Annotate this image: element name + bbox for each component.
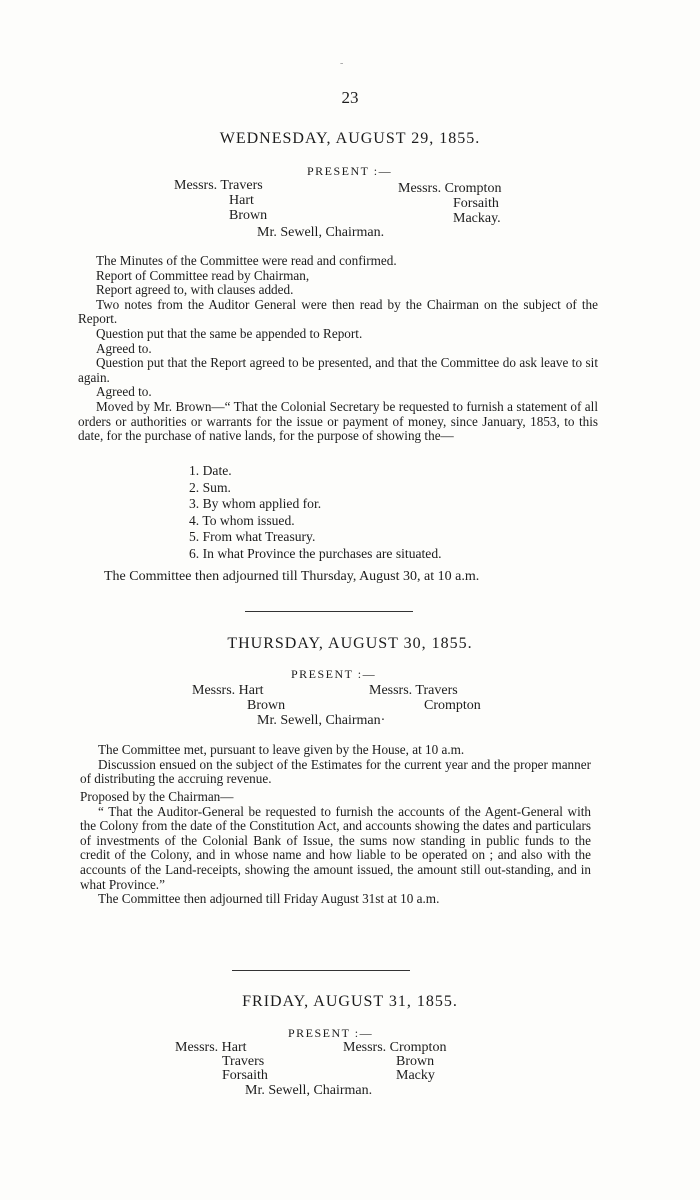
thursday-member-left-2: Brown — [247, 698, 286, 713]
wednesday-date-heading: WEDNESDAY, AUGUST 29, 1855. — [219, 130, 481, 147]
section-divider — [232, 970, 410, 971]
thursday-member-left-1: Messrs. Hart — [192, 683, 264, 698]
motion-brown: Moved by Mr. Brown—“ That the Colonial Secretary be requested to furnish a statement of all orders or authorities or warrants for the issue or payment of money, since January, 1853, to this date, for the purchase of native lands, for the purpose of showing the— — [78, 398, 598, 444]
purpose-item: 4. To whom issued. — [189, 512, 295, 528]
thursday-adjourn: The Committee then adjourned till Friday August 31st at 10 a.m. — [98, 891, 440, 907]
agreed-2: Agreed to. — [96, 384, 152, 400]
purpose-item: 3. By whom applied for. — [189, 496, 322, 511]
minutes-line-3: Report agreed to, with clauses added. — [96, 282, 294, 298]
thursday-chairman: Mr. Sewell, Chairman· — [257, 713, 386, 728]
friday-member-right-3: Macky — [396, 1068, 435, 1083]
wednesday-adjourn: The Committee then adjourned till Thursday, August 30, at 10 a.m. — [104, 569, 480, 584]
question-append: Question put that the same be appended to Report. — [96, 325, 363, 341]
purpose-item: 2. Sum. — [189, 479, 231, 495]
auditor-motion: “ That the Auditor-General be requested to furnish the accounts of the Agent-General with the Colony from the date of the Constitution Act, and accounts showing the dates and particulars of investments of the Colonial Bank of Issue, the sums now standing in public funds to the credit of the Colony, and in whose name and how liable to be operated on ; and also with the accounts of the Land-receipts, showing the amount issued, the amount still out-standing, and in what Province.” — [80, 803, 591, 892]
thursday-proceedings — [80, 743, 591, 787]
wednesday-member-left-3: Brown — [229, 208, 268, 223]
purpose-item: 1. Date. — [189, 463, 232, 478]
question-present: Question put that the Report agreed to be presented, and that the Committee do ask leave to sit again. — [78, 355, 598, 385]
minutes-line-2: Report of Committee read by Chairman, — [96, 267, 310, 283]
friday-chairman: Mr. Sewell, Chairman. — [245, 1083, 373, 1098]
friday-member-right-2: Brown — [396, 1054, 435, 1069]
friday-member-left-1: Messrs. Hart — [175, 1040, 247, 1055]
wednesday-member-right-2: Forsaith — [453, 196, 499, 211]
wednesday-member-left-2: Hart — [229, 193, 254, 208]
page-number: 23 — [341, 88, 359, 107]
wednesday-chairman: Mr. Sewell, Chairman. — [257, 225, 385, 240]
friday-member-left-2: Travers — [222, 1054, 265, 1069]
wednesday-member-right-1: Messrs. Crompton — [398, 181, 502, 196]
discussion-paragraph: Discussion ensued on the subject of the Estimates for the current year and the proper manner of distributing the accruing revenue. — [80, 756, 591, 787]
thursday-date-heading: THURSDAY, AUGUST 30, 1855. — [227, 635, 473, 652]
auditor-notes-paragraph: Two notes from the Auditor General were then read by the Chairman on the subject of the Report. — [78, 296, 598, 327]
friday-date-heading: FRIDAY, AUGUST 31, 1855. — [242, 993, 458, 1010]
wednesday-proceedings — [78, 254, 598, 444]
wednesday-present-label: PRESENT :— — [307, 164, 393, 178]
purpose-item: 5. From what Treasury. — [189, 529, 316, 544]
friday-member-right-1: Messrs. Crompton — [343, 1040, 447, 1055]
purpose-list — [189, 463, 442, 562]
thursday-present-label: PRESENT :— — [291, 667, 377, 681]
section-divider — [245, 611, 413, 612]
thursday-member-right-1: Messrs. Travers — [369, 683, 458, 698]
proposed-by-chairman: Proposed by the Chairman— — [80, 789, 234, 804]
wednesday-member-right-3: Mackay. — [453, 211, 501, 226]
friday-present-label: PRESENT :— — [288, 1026, 374, 1040]
thursday-member-right-2: Crompton — [424, 698, 481, 713]
scan-speck: - — [340, 58, 344, 69]
purpose-item: 6. In what Province the purchases are situated. — [189, 545, 442, 561]
committee-met: The Committee met, pursuant to leave given by the House, at 10 a.m. — [98, 742, 465, 757]
minutes-line-1: The Minutes of the Committee were read and confirmed. — [96, 253, 397, 268]
agreed-1: Agreed to. — [96, 340, 152, 356]
friday-member-left-3: Forsaith — [222, 1068, 268, 1083]
wednesday-member-left-1: Messrs. Travers — [174, 178, 263, 193]
thursday-motion-block — [80, 790, 591, 907]
